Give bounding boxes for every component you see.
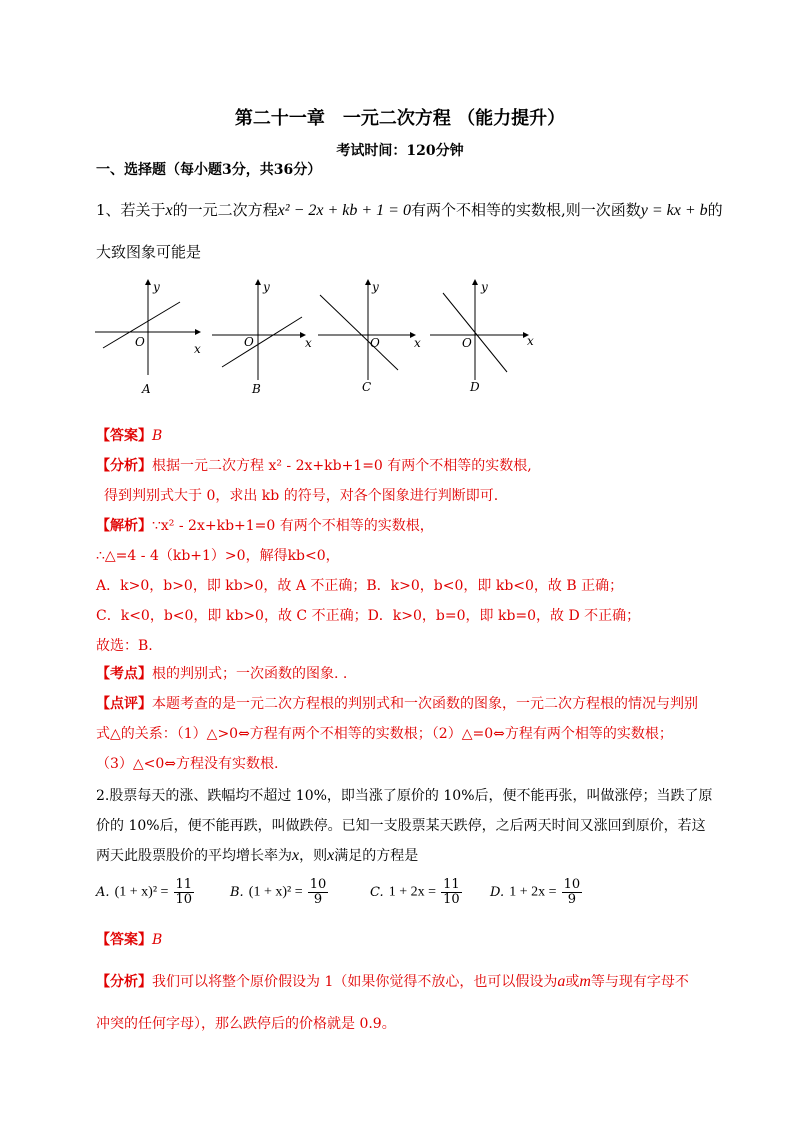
graph-d-origin: O xyxy=(462,336,472,350)
graph-c-line xyxy=(320,295,398,370)
q1-stem-d: 的 xyxy=(707,201,723,219)
answer-value: B xyxy=(152,428,163,444)
q1-graphs xyxy=(0,275,800,405)
graph-c xyxy=(318,280,415,380)
answer-tag: 【答案】 xyxy=(96,932,152,948)
graph-a-x-label: x xyxy=(194,342,201,356)
graph-c-letter: C xyxy=(362,380,372,394)
fraction-num: 11 xyxy=(175,877,193,892)
graph-b-x-label: x xyxy=(305,336,312,350)
fraction-den: 10 xyxy=(443,892,460,907)
option-letter: D. xyxy=(490,885,505,900)
q2-var-x2: x xyxy=(327,847,335,864)
kaodian-text: 根的判别式；一次函数的图象. . xyxy=(152,666,348,682)
q1-kaodian xyxy=(96,664,347,684)
option-fraction xyxy=(174,878,195,907)
graph-c-origin: O xyxy=(370,336,380,350)
graph-d xyxy=(430,280,528,380)
page-title: 第二十一章 一元二次方程 （能力提升） xyxy=(234,108,566,129)
graph-a-letter: A xyxy=(142,382,151,396)
graph-d-x-label: x xyxy=(527,334,534,348)
analysis-text: 根据一元二次方程 x² - 2x+kb+1=0 有两个不相等的实数根, xyxy=(152,458,532,474)
answer-value: B xyxy=(152,932,163,948)
analysis-tag: 【分析】 xyxy=(96,974,152,990)
q2-stem-3c: 满足的方程是 xyxy=(334,848,419,864)
q1-solution-line2: ∴△=4 - 4（kb+1）>0，解得kb<0， xyxy=(96,548,340,564)
q1-var-x: x xyxy=(165,202,173,219)
option-lhs: 1 + 2x = xyxy=(509,884,557,900)
option-lhs: (1 + x)² = xyxy=(248,884,303,900)
q2-option-d[interactable] xyxy=(490,878,582,907)
q1-solution-line3: A．k>0，b>0，即 kb>0，故 A 不正确；B．k>0，b<0，即 kb<0，故 B 正确； xyxy=(96,578,624,594)
q1-solution-line5: 故选：B. xyxy=(96,638,153,654)
q1-solution-line1 xyxy=(96,516,434,536)
q1-stem-c: 有两个不相等的实数根,则一次函数 xyxy=(410,201,641,219)
option-fraction xyxy=(308,878,329,907)
q1-stem-a: 1、若关于 xyxy=(96,201,166,219)
q1-function: y = kx + b xyxy=(640,202,708,219)
option-fraction xyxy=(441,878,462,907)
graph-b-origin: O xyxy=(244,335,254,349)
graph-a-y-label: y xyxy=(153,280,160,294)
exam-time: 考试时间：120分钟 xyxy=(336,143,464,159)
graph-b-line xyxy=(222,317,302,367)
option-letter: A. xyxy=(96,885,110,900)
option-letter: C. xyxy=(370,885,384,900)
dianping-text: 本题考查的是一元二次方程根的判别式和一次函数的图象，一元二次方程根的情况与判别 xyxy=(152,696,698,712)
q2-option-a[interactable] xyxy=(96,878,194,907)
fraction-den: 9 xyxy=(313,892,323,907)
q2-stem-3a: 两天此股票股价的平均增长率为 xyxy=(96,848,292,864)
q1-stem-line2: 大致图象可能是 xyxy=(96,243,202,261)
analysis-text-a: 我们可以将整个原价假设为 1（如果你觉得不放心，也可以假设为 xyxy=(152,974,558,990)
q1-stem-b: 的一元二次方程 xyxy=(172,201,278,219)
q2-answer xyxy=(96,930,162,950)
q2-analysis-line2: 冲突的任何字母），那么跌停后的价格就是 0.9。 xyxy=(96,1016,396,1032)
graph-c-y-label: y xyxy=(372,280,379,294)
q2-option-c[interactable] xyxy=(370,878,462,907)
graph-a-origin: O xyxy=(135,335,145,349)
fraction-num: 10 xyxy=(309,877,327,892)
q2-var-x: x xyxy=(292,847,300,864)
graph-b xyxy=(212,280,305,380)
fraction-den: 9 xyxy=(567,892,576,907)
graph-c-x-label: x xyxy=(414,336,421,350)
graph-b-y-label: y xyxy=(263,280,270,294)
graph-d-letter: D xyxy=(470,380,480,394)
section-heading: 一、选择题（每小题3分，共36分） xyxy=(96,162,322,178)
fraction-num: 10 xyxy=(563,877,581,892)
kaodian-tag: 【考点】 xyxy=(96,666,152,682)
q1-dianping-line1 xyxy=(96,694,698,714)
q2-stem-line1: 2.股票每天的涨、跌幅均不超过 10%，即当涨了原价的 10%后，便不能再张，叫做涨停；当跌了原 xyxy=(96,788,713,804)
option-fraction xyxy=(562,878,583,907)
analysis-var-a: a xyxy=(557,973,566,990)
q2-options xyxy=(96,878,716,918)
q1-answer xyxy=(96,426,162,446)
analysis-text-c: 等与现有字母不 xyxy=(590,974,689,990)
option-lhs: 1 + 2x = xyxy=(388,884,437,900)
q2-stem-3b: ，则 xyxy=(299,848,328,864)
solution-text: ∵x² - 2x+kb+1=0 有两个不相等的实数根， xyxy=(152,518,434,534)
dianping-tag: 【点评】 xyxy=(96,696,152,712)
analysis-tag: 【分析】 xyxy=(96,458,152,474)
analysis-var-m: m xyxy=(579,973,591,990)
q2-stem-line2: 价的 10%后，便不能再跌，叫做跌停。已知一支股票某天跌停，之后两天时间又涨回到原价，若这 xyxy=(96,818,706,834)
analysis-text-b: 或 xyxy=(565,974,580,990)
q1-solution-line4: C．k<0，b<0，即 kb>0，故 C 不正确；D．k>0，b=0，即 kb=0，故 D 不正确； xyxy=(96,608,641,624)
q1-analysis-line1 xyxy=(96,456,532,476)
q2-stem-line3 xyxy=(96,846,418,866)
graph-d-y-label: y xyxy=(481,280,488,294)
fraction-den: 10 xyxy=(175,892,193,907)
q1-stem-line1 xyxy=(96,200,723,221)
graph-a xyxy=(95,280,200,375)
q1-dianping-line3: （3）△<0⇔方程没有实数根. xyxy=(96,756,279,772)
q2-analysis-line1 xyxy=(96,972,689,992)
graph-b-letter: B xyxy=(252,382,261,396)
option-letter: B. xyxy=(230,885,244,900)
q1-equation: x² − 2x + kb + 1 = 0 xyxy=(277,202,411,219)
solution-tag: 【解析】 xyxy=(96,518,152,534)
option-lhs: (1 + x)² = xyxy=(114,884,169,900)
answer-tag: 【答案】 xyxy=(96,428,152,444)
q1-dianping-line2: 式△的关系：（1）△>0⇔方程有两个不相等的实数根；（2）△=0⇔方程有两个相等的实数根； xyxy=(96,726,673,742)
fraction-num: 11 xyxy=(443,877,460,892)
q2-option-b[interactable] xyxy=(230,878,328,907)
q1-analysis-line2: 得到判别式大于 0，求出 kb 的符号，对各个图象进行判断即可. xyxy=(104,488,499,504)
